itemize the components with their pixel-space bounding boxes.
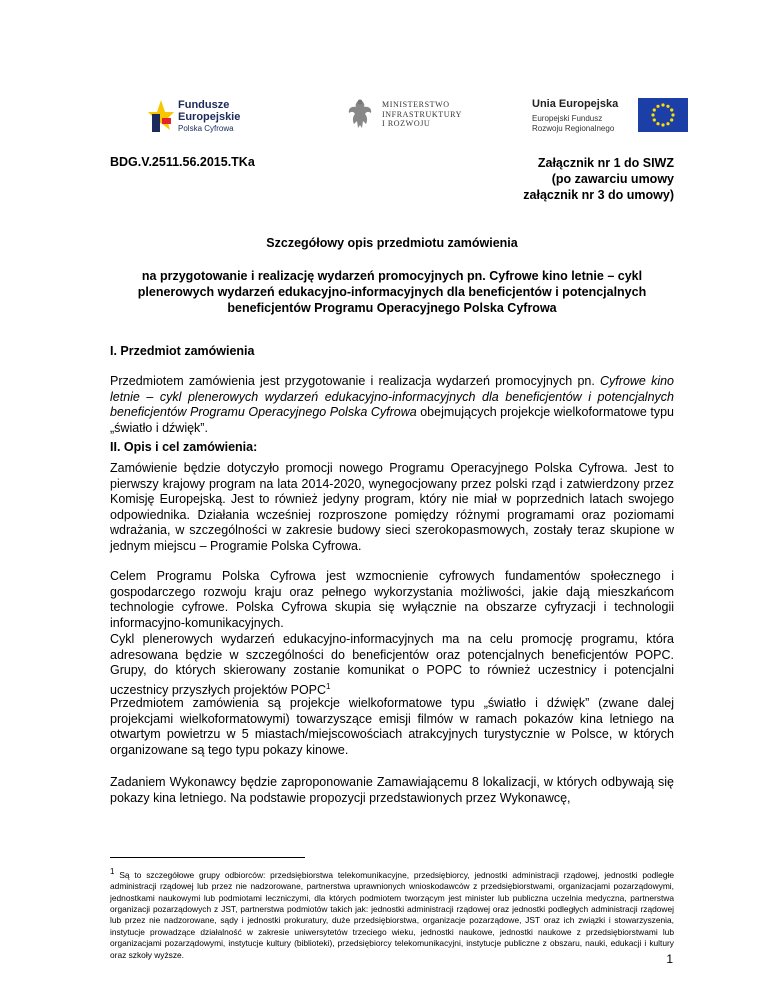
eu-title: Unia Europejska (532, 98, 619, 110)
eagle-emblem-icon (346, 98, 374, 132)
document-reference: BDG.V.2511.56.2015.TKa (110, 155, 255, 169)
section-2-paragraph-4: Przedmiotem zamówienia są projekcje wielkoformatowe typu „światło i dźwięk” (zwane dalej projekcjami wielkoformatowymi) towarzyszące emisji filmów w ramach pokazów kina letniego na otwartym powietrzu w 5 miastach/miejscowościach atrakcyjnych turystycznie w Polsce, w których organizowane są tego typu pokazy kinowe. (110, 696, 674, 757)
section-1-heading: I. Przedmiot zamówienia (110, 344, 255, 358)
eu-fund-name: Europejski Fundusz Rozwoju Regionalnego (532, 114, 615, 133)
page-number: 1 (666, 952, 673, 966)
section-2-paragraph-1: Zamówienie będzie dotyczyło promocji nowego Programu Operacyjnego Polska Cyfrowa. Jest to pierwszy krajowy program na lata 2014-2020, wynegocjowany przez polski rząd i zatwierdzony przez Komisję Europejską. Jest to również jedyny program, który nie miał w poprzednich latach swojego odpowiednika. Działania wcześniej rozproszone pomiędzy różnymi programami oraz poziomami wdrażania, w szczególności w zakresie budowy sieci szerokopasmowych, zostały teraz skupione w jednym miejscu – Programie Polska Cyfrowa. (110, 461, 674, 553)
eu-flag-icon (638, 98, 688, 132)
section-2-paragraph-3: Cykl plenerowych wydarzeń edukacyjno-informacyjnych ma na celu promocję programu, która adresowana będzie w szczególności do beneficjentów oraz potencjalnych beneficjentów POPC. Grupy, do których skierowany zostanie komunikat o POPC to również uczestnicy i potencjalni uczestnicy przyszłych projektów POPC$^1$ (110, 632, 674, 697)
section-2-paragraph-2: Celem Programu Polska Cyfrowa jest wzmocnienie cyfrowych fundamentów społecznego i gospodarczego rozwoju kraju oraz pełnego wykorzystania możliwości, jakie dają mieszkańcom technologie cyfrowe. Polska Cyfrowa skupia się wyłącznie na obszarze cyfryzacji i technologii informacyjno-komunikacyjnych. (110, 569, 674, 630)
footnote-mark: 1 (110, 867, 115, 876)
section-2-paragraph-5: Zadaniem Wykonawcy będzie zaproponowanie Zamawiającemu 8 lokalizacji, w których odbywają się pokazy kina letniego. Na podstawie propozycji przedstawionych przez Wykonawcę, (110, 775, 674, 805)
fe-subtitle: Polska Cyfrowa (178, 124, 234, 133)
document-title: Szczegółowy opis przedmiotu zamówienia (266, 236, 518, 250)
ministry-name: MINISTERSTWO INFRASTRUKTURY I ROZWOJU (382, 100, 462, 128)
footnote: $^1$ Są to szczegółowe grupy odbiorców: przedsiębiorstwa telekomunikacyjne, przedsiębiorcy, jednostki administracji rządowej, jednostki podległe administracji rządowej lub przez nie nadzorowane, partnerstwa uprawnionych wnioskodawców z przedsiębiorstwami, organizacjami pozarządowymi, jednostkami naukowymi lub podmiotami leczniczymi, dla których podmiotem tworzącym jest minister lub publiczna uczelnia medyczna, partnerstwa organizacji pozarządowych z JST, partnerstwa podmiotów takich jak: jednostki administracji rządowej oraz jednostki podległych administracji rządowej lub przez nie nadzorowane, sądy i jednostki prokuratury, duże przedsiębiorstwa, organizacje pozarządowe, JST oraz ich związki i stowarzyszenia, instytucje prowadzące działalność w zakresie uniwersytetów trzeciego wieku, jednostki naukowe, jednostki naukowe z przedsiębiorstwami lub organizacjami pozarządowymi, instytucje kultury (biblioteki), przedsiębiorcy telekomunikacyjni, instytucje publiczne z obszaru, nauki, edukacji i kultury oraz szkoły wyższe. (110, 867, 675, 960)
logo-bar (0, 96, 768, 144)
footnote-reference[interactable]: 1 (326, 681, 331, 691)
annex-note: Załącznik nr 1 do SIWZ (po zawarciu umowy załącznik nr 3 do umowy) (523, 156, 674, 202)
fundusze-europejskie-logo (148, 96, 268, 140)
fe-star-icon (148, 100, 174, 136)
document-subtitle: na przygotowanie i realizację wydarzeń promocyjnych pn. Cyfrowe kino letnie – cykl plenerowych wydarzeń edukacyjno-informacyjnych dla beneficjentów i potencjalnych beneficjentów Programu Operacyjnego Polska Cyfrowa (137, 269, 647, 315)
footnote-separator (110, 857, 305, 858)
section-1-paragraph: Przedmiotem zamówienia jest przygotowanie i realizacja wydarzeń promocyjnych pn. Cyfrowe kino letnie – cykl plenerowych wydarzeń edukacyjno-informacyjnych dla beneficjentów i potencjalnych beneficjentów Programu Operacyjnego Polska Cyfrowa obejmujących projekcje wielkoformatowe typu „światło i dźwięk”. (110, 374, 675, 435)
eu-logo (532, 96, 692, 140)
fe-name: Fundusze Europejskie (178, 99, 241, 123)
section-2-heading: II. Opis i cel zamówienia: (110, 440, 258, 454)
ministry-logo (346, 96, 506, 140)
